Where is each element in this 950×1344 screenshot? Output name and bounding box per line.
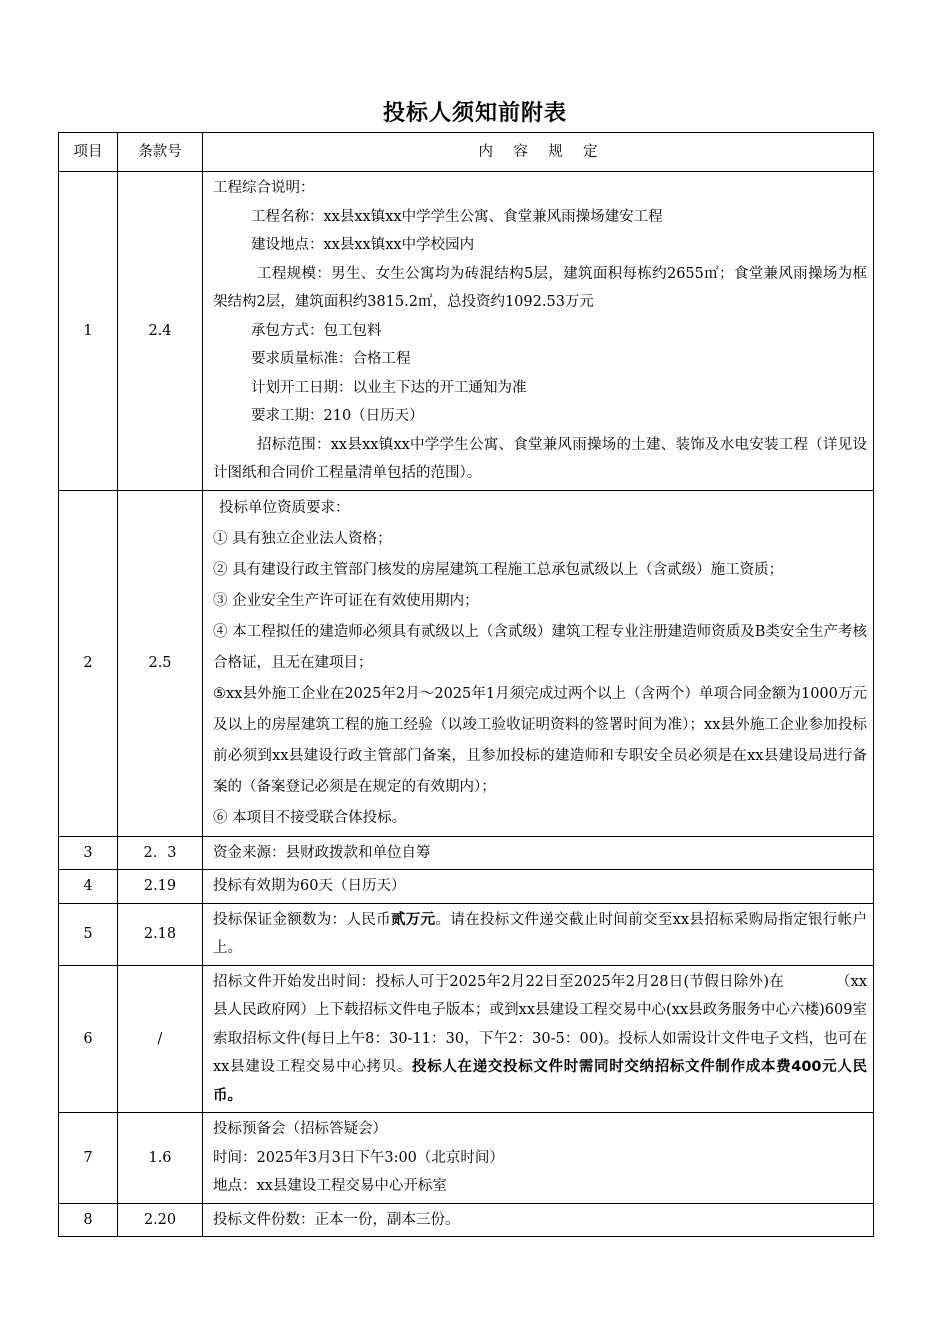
table-header-row bbox=[59, 133, 874, 172]
clause-number: 2.4 bbox=[118, 172, 203, 491]
content-line: ⑥ 本项目不接受联合体投标。 bbox=[213, 809, 407, 826]
deposit-instructions: 。请在投标文件递交截止时间前交至xx县招标采购局指定银行帐户上。 bbox=[213, 911, 868, 956]
header-clause: 条款号 bbox=[118, 133, 203, 172]
instructions-table bbox=[58, 132, 874, 1237]
content-line: 招标范围：xx县xx镇xx中学学生公寓、食堂兼风雨操场的土建、装饰及水电安装工程（详见设计图纸和合同价工程量清单包括的范围）。 bbox=[213, 436, 867, 481]
content-line: 要求工期：210（日历天） bbox=[251, 408, 424, 424]
row-content bbox=[203, 490, 874, 836]
header-item: 项目 bbox=[59, 133, 118, 172]
row-content bbox=[203, 965, 874, 1113]
table-row bbox=[59, 903, 874, 965]
item-number: 2 bbox=[59, 490, 118, 836]
tender-doc-info: 招标文件开始发出时间：投标人可于2025年2月22日至2025年2月28日(节假日除外)在 （xx县人民政府网）上下载招标文件电子版本；或到xx县建设工程交易中心(xx县政务服务中心六楼)609室索取招标文件(每日上午8：30-11：30，下午2：30-5：00)。投标人如需设计文件电子文档，也可在xx县建设工程交易中心拷贝。 bbox=[213, 973, 867, 1075]
header-content: 内容规定 bbox=[203, 133, 874, 172]
content-line: ⑤xx县外施工企业在2025年2月～2025年1月须完成过两个以上（含两个）单项合同金额为1000万元及以上的房屋建筑工程的施工经验（以竣工验收证明资料的签署时间为准）；xx县外施工企业参加投标前必须到xx县建设行政主管部门备案，且参加投标的建造师和专职安全员必须是在xx县建设局进行备案的（备案登记必须是在规定的有效期内）； bbox=[213, 685, 867, 795]
content-line: 要求质量标准：合格工程 bbox=[251, 351, 411, 367]
table-row bbox=[59, 870, 874, 904]
table-row bbox=[59, 836, 874, 870]
clause-number: 2.5 bbox=[118, 490, 203, 836]
content-line: ④ 本工程拟任的建造师必须具有贰级以上（含贰级）建筑工程专业注册建造师资质及B类安全生产考核合格证，且无在建项目； bbox=[213, 623, 867, 671]
page-title: 投标人须知前附表 bbox=[382, 101, 567, 126]
row-content bbox=[203, 172, 874, 491]
clause-number: 2．3 bbox=[118, 836, 203, 870]
table-row bbox=[59, 172, 874, 491]
table-row bbox=[59, 1203, 874, 1237]
content-line: 资金来源：县财政拨款和单位自筹 bbox=[213, 844, 431, 861]
content-line: 工程规模：男生、女生公寓均为砖混结构5层，建筑面积每栋约2655㎡；食堂兼风雨操场为框架结构2层，建筑面积约3815.2㎡，总投资约1092.53万元 bbox=[213, 265, 867, 310]
item-number: 8 bbox=[59, 1203, 118, 1237]
deposit-text: 投标保证金额数为：人民币 bbox=[213, 911, 391, 928]
content-line: 工程名称：xx县xx镇xx中学学生公寓、食堂兼风雨操场建安工程 bbox=[251, 208, 663, 225]
content-line: 投标文件份数：正本一份，副本三份。 bbox=[213, 1211, 460, 1228]
item-number: 7 bbox=[59, 1113, 118, 1204]
content-line: 计划开工日期：以业主下达的开工通知为准 bbox=[251, 379, 527, 396]
content-line: 投标单位资质要求： bbox=[219, 499, 350, 516]
table-row bbox=[59, 1113, 874, 1204]
content-line: 建设地点：xx县xx镇xx中学校园内 bbox=[251, 237, 475, 253]
content-line: ① 具有独立企业法人资格； bbox=[213, 530, 392, 547]
content-line: ③ 企业安全生产许可证在有效使用期内； bbox=[213, 592, 479, 609]
clause-number: 2.20 bbox=[118, 1203, 203, 1237]
row-content bbox=[203, 870, 874, 904]
table-row bbox=[59, 490, 874, 836]
content-line: 时间：2025年3月3日下午3:00（北京时间） bbox=[213, 1149, 504, 1166]
clause-number: 2.18 bbox=[118, 903, 203, 965]
content-line: 投标有效期为60天（日历天） bbox=[213, 878, 406, 894]
content-line: ② 具有建设行政主管部门核发的房屋建筑工程施工总承包贰级以上（含贰级）施工资质； bbox=[213, 561, 784, 578]
content-line: 投标预备会（招标答疑会） bbox=[213, 1121, 387, 1137]
content-line: 工程综合说明： bbox=[213, 180, 315, 196]
item-number: 6 bbox=[59, 965, 118, 1113]
row-content bbox=[203, 836, 874, 870]
clause-number: / bbox=[118, 965, 203, 1113]
table-row bbox=[59, 965, 874, 1113]
clause-number: 2.19 bbox=[118, 870, 203, 904]
row-content bbox=[203, 1113, 874, 1204]
deposit-amount: 贰万元 bbox=[390, 911, 436, 928]
row-content bbox=[203, 903, 874, 965]
item-number: 3 bbox=[59, 836, 118, 870]
content-line: 地点：xx县建设工程交易中心开标室 bbox=[213, 1178, 447, 1194]
item-number: 1 bbox=[59, 172, 118, 491]
content-line: 承包方式：包工包料 bbox=[251, 322, 382, 339]
row-content bbox=[203, 1203, 874, 1237]
clause-number: 1.6 bbox=[118, 1113, 203, 1204]
item-number: 5 bbox=[59, 903, 118, 965]
item-number: 4 bbox=[59, 870, 118, 904]
tender-doc-fee: 投标人在递交投标文件时需同时交纳招标文件制作成本费400元人民币。 bbox=[213, 1059, 868, 1104]
